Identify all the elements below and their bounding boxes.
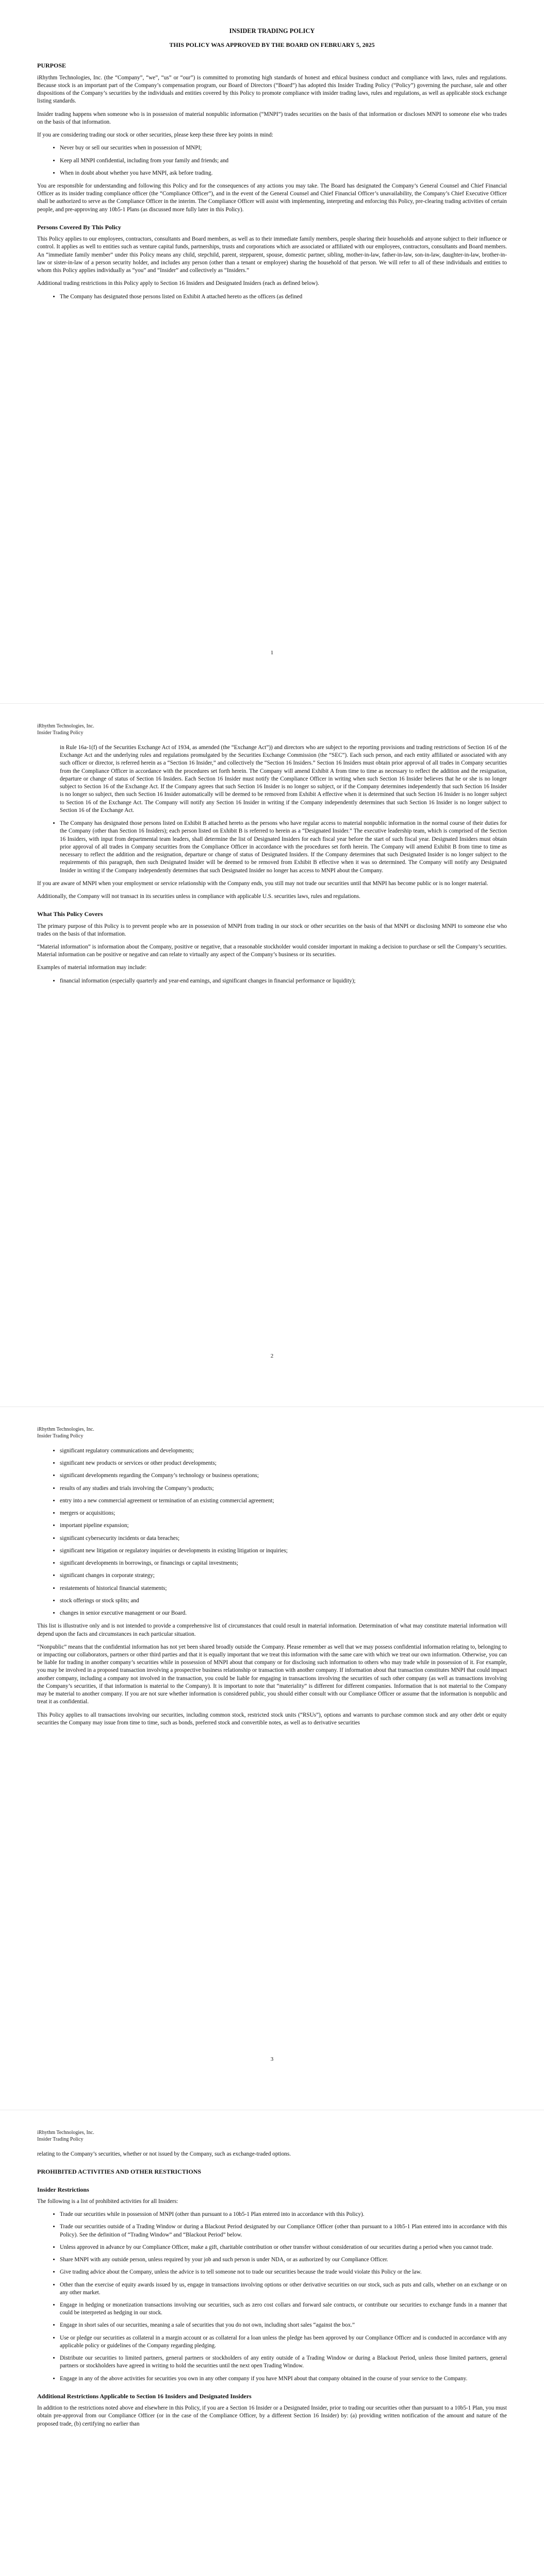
paragraph: The primary purpose of this Policy is to prevent people who are in possession of MNPI from trading in our stock or other securities on the basis of that MNPI or disclosing MNPI to someone else who trades on the basis of that information.	[37, 923, 507, 937]
prohibited-heading: PROHIBITED ACTIVITIES AND OTHER RESTRICTIONS	[37, 2168, 202, 2176]
list-item: • entry into a new commercial agreement or termination of an existing commercial agreement;	[60, 1497, 507, 1505]
approval-line: THIS POLICY WAS APPROVED BY THE BOARD ON FEBRUARY 5, 2025	[169, 41, 375, 48]
paragraph: If you are considering trading our stock or other securities, please keep these three key points in mind:	[37, 132, 273, 139]
list-item: • important pipeline expansion;	[60, 1522, 507, 1530]
paragraph: “Nonpublic” means that the confidential information has not yet been shared broadly outside the Company. Please remember as well that we may possess confidential information relating to, belonging to or impacting our collaborators, partners or other third parties and that it is equally important that we treat this information with the same care with which we treat our own information. Otherwise, you can be liable for trading in another company’s securities while in possession of MNPI about that company or for disclosing such information to others who may trade while in possession of it. For example, you may be involved in a proposed transaction involving a prospective business relationship or transaction with another company. If information about that transaction constitutes MNPI that could impact another company, including a company not involved in the transaction, you could be liable for engaging in transactions involving the securities of such other company (as well as transactions involving the Company’s securities, if that information is material to the Company). It is important to note that “materiality” is different for different companies. Information that is not material to the Company may be material to another company. If you are not sure whether information is considered public, you should either consult with our Compliance Officer or assume that the information is nonpublic and treat it as confidential.	[37, 1643, 507, 1705]
page-1	[0, 0, 544, 703]
list-item: • mergers or acquisitions;	[60, 1510, 507, 1517]
paragraph: iRhythm Technologies, Inc. (the “Company”, “we”, “us” or “our”) is committed to promoting high standards of honest and ethical business conduct and compliance with laws, rules and regulations. Because stock is an important part of the Company’s compensation program, our Board of Directors (“Board”) has adopted this Insider Trading Policy (“Policy”) governing the purchase, sale and other dispositions of the Company’s securities by the individuals and entities covered by this Policy to promote compliance with insider trading laws, rules and regulations, as well as applicable stock exchange listing standards.	[37, 74, 507, 105]
list-item: • Use or pledge our securities as collateral in a margin account or as collateral for a loan unless the pledge has been approved by our Compliance Officer and is conducted in accordance with any applicable policy or guidelines of the Company regarding pledging.	[60, 2334, 507, 2350]
list-item: • The Company has designated those persons listed on Exhibit B attached hereto as the persons who have regular access to material nonpublic information in the normal course of their duties for the Company (other than Section 16 Insiders); each person listed on Exhibit B is referred to herein as a “Designated Insider.” The executive leadership team, which is comprised of the Section 16 Insiders, with input from departmental team leaders, shall determine the list of Designated Insiders for each fiscal year before the start of such fiscal year. Designated Insiders must obtain prior approval of all trades in Company securities from the Compliance Officer in accordance with the procedures set forth herein. The Company will amend Exhibit B from time to time as necessary to reflect the addition and the resignation, departure or change of status of Designated Insiders. If the Company determines that such Designated Insider is no longer subject to the requirements of this paragraph, then such Designated Insider will be deemed to be removed from Exhibit B effective when it was so determined. The Company will notify any Designated Insider in writing if the Company independently determines that such Designated Insider no longer has access to MNPI about the Company.	[60, 820, 507, 875]
header-doc: Insider Trading Policy	[37, 1433, 84, 1439]
paragraph: Insider trading happens when someone who is in possession of material nonpublic information (“MNPI”) trades securities on the basis of that information or discloses MNPI to someone else who trades on the basis of that information.	[37, 111, 507, 125]
list-item: • changes in senior executive management or our Board.	[60, 1609, 507, 1617]
list-item: • significant new products or services or other product developments;	[60, 1460, 507, 1467]
paragraph: relating to the Company’s securities, whether or not issued by the Company, such as exchange-traded options.	[37, 2151, 291, 2157]
material-examples-list	[37, 1447, 507, 1617]
list-item: • Unless approved in advance by our Compliance Officer, make a gift, charitable contribution or other transfer without consideration of our securities during a period when you cannot trade.	[60, 2244, 507, 2251]
running-header	[37, 2130, 94, 2143]
running-header	[37, 723, 94, 736]
running-header	[37, 1427, 94, 1439]
list-item: • Trade our securities outside of a Trading Window or during a Blackout Period designated by our Compliance Officer (other than pursuant to a 10b5-1 Plan entered into in accordance with this Policy). See the definition of “Trading Window” and “Blackout Period” below.	[60, 2223, 507, 2239]
list-item: • Other than the exercise of equity awards issued by us, engage in transactions involving options or other derivative securities on our stock, such as puts and calls, whether on an exchange or on any other market.	[60, 2281, 507, 2297]
paragraph: Additionally, the Company will not transact in its securities unless in compliance with applicable U.S. securities laws, rules and regulations.	[37, 893, 360, 900]
additional-restrictions-heading: Additional Restrictions Applicable to Section 16 Insiders and Designated Insiders	[37, 2392, 252, 2400]
header-doc: Insider Trading Policy	[37, 730, 84, 736]
list-item: • Share MNPI with any outside person, unless required by your job and such person is under NDA, or as authorized by our Compliance Officer.	[60, 2256, 507, 2264]
paragraph: Examples of material information may include:	[37, 964, 147, 971]
list-item: • Distribute our securities to limited partners, general partners or stockholders of any entity outside of a Trading Window or during a Blackout Period, unless those limited partners, general partners or stockholders have agreed in writing to hold the securities until the next open Trading Window.	[60, 2354, 507, 2370]
paragraph: You are responsible for understanding and following this Policy and for the consequences of any actions you may take. The Board has designated the Company’s General Counsel and Chief Financial Officer as its insider trading compliance officer (the “Compliance Officer”), and in the event of the General Counsel and Chief Financial Officer’s unavailability, the Company’s Chief Executive Officer shall be authorized to serve as the Compliance Officer in the interim. The Compliance Officer will assist with implementing, interpreting and enforcing this Policy, pre-clearing trading activities of certain people, and pre-approving any 10b5-1 Plans (as discussed more fully later in this Policy).	[37, 182, 507, 213]
list-item: • Engage in any of the above activities for securities you own in any other company if you have MNPI about that company obtained in the course of your service to the Company.	[60, 2375, 507, 2383]
document-title: INSIDER TRADING POLICY	[229, 27, 315, 35]
key-points-list	[37, 144, 507, 177]
page-number: 2	[270, 1353, 274, 1360]
paragraph: Additional trading restrictions in this Policy apply to Section 16 Insiders and Designated Insiders (each as defined below).	[37, 280, 319, 287]
list-item: • restatements of historical financial statements;	[60, 1585, 507, 1592]
designated-list	[37, 820, 507, 875]
list-item: • The Company has designated those persons listed on Exhibit A attached hereto as the officers (as defined	[60, 293, 507, 301]
covered-heading: Persons Covered By This Policy	[37, 223, 121, 231]
header-doc: Insider Trading Policy	[37, 2136, 84, 2142]
list-item: • Keep all MNPI confidential, including from your family and friends; and	[60, 157, 507, 165]
list-item: • When in doubt about whether you have MNPI, ask before trading.	[60, 170, 507, 177]
paragraph: This Policy applies to all transactions involving our securities, including common stock, restricted stock units (“RSUs”), options and warrants to purchase common stock and any other debt or equity securities the Company may issue from time to time, such as bonds, preferred stock and convertible notes, as well as to derivative securities	[37, 1711, 507, 1726]
page-number: 1	[270, 650, 274, 656]
page-4	[0, 2110, 544, 2576]
list-item: • Engage in short sales of our securities, meaning a sale of securities that you do not own, including short sales “against the box.”	[60, 2321, 507, 2329]
page-number: 3	[270, 2056, 274, 2063]
what-covers-heading: What This Policy Covers	[37, 910, 103, 918]
paragraph: This Policy applies to our employees, contractors, consultants and Board members, as well as to their immediate family members, people sharing their households and anyone subject to their influence or control. It applies as well to entities such as venture capital funds, partnerships, trusts and corporations which are associated or affiliated with our employees, contractors, consultants and Board members. An “immediate family member” under this Policy means any child, stepchild, parent, stepparent, spouse, domestic partner, sibling, mother-in-law, father-in-law, son-in-law, daughter-in-law, brother-in-law or sister-in-law of a person security holder, and includes any person (other than a tenant or employee) sharing the household of that person. We will refer to all of these individuals and entities to whom this Policy applies individually as “you” and “Insider” and collectively as “Insiders.”	[37, 236, 507, 274]
paragraph: In addition to the restrictions noted above and elsewhere in this Policy, if you are a Section 16 Insider or a Designated Insider, prior to trading our securities other than pursuant to a 10b5-1 Plan, you must obtain pre-approval from our Compliance Officer (or in the case of the Compliance Officer, by a different Section 16 Insider) by: (a) providing written notification of the amount and nature of the proposed trade, (b) certifying no earlier than	[37, 2405, 507, 2427]
list-item: • Never buy or sell our securities when in possession of MNPI;	[60, 144, 507, 152]
header-company: iRhythm Technologies, Inc.	[37, 2130, 94, 2136]
list-item: • significant changes in corporate strategy;	[60, 1572, 507, 1580]
list-item: • significant new litigation or regulatory inquiries or developments in existing litigation or inquiries;	[60, 1547, 507, 1555]
paragraph: The following is a list of prohibited activities for all Insiders:	[37, 2198, 178, 2205]
paragraph: If you are aware of MNPI when your employment or service relationship with the Company ends, you still may not trade our securities until that MNPI has become public or is no longer material.	[37, 880, 488, 887]
list-item: • Trade our securities while in possession of MNPI (other than pursuant to a 10b5-1 Plan entered into in accordance with this Policy).	[60, 2211, 507, 2218]
paragraph: This list is illustrative only and is not intended to provide a comprehensive list of circumstances that could result in material information. Determination of what may constitute material information will depend upon the facts and circumstances in each particular situation.	[37, 1623, 507, 1637]
list-item: • Give trading advice about the Company, unless the advice is to tell someone not to trade our securities because the trade would violate this Policy or the law.	[60, 2268, 507, 2276]
list-item: • stock offerings or stock splits; and	[60, 1597, 507, 1605]
page-3	[0, 1407, 544, 2110]
list-item: • Engage in hedging or monetization transactions involving our securities, such as zero cost collars and forward sale contracts, or contribute our securities to exchange funds in a manner that could be interpreted as hedging in our stock.	[60, 2301, 507, 2317]
list-item: • results of any studies and trials involving the Company’s products;	[60, 1485, 507, 1493]
page-2	[0, 704, 544, 1406]
list-item: • significant cybersecurity incidents or data breaches;	[60, 1535, 507, 1543]
prohibited-activities-list	[37, 2211, 507, 2383]
paragraph: “Material information” is information about the Company, positive or negative, that a reasonable stockholder would consider important in making a decision to purchase or sell the Company’s securities. Material information can be positive or negative and can relate to virtually any aspect of the Company’s business or its securities.	[37, 944, 507, 958]
list-item: • financial information (especially quarterly and year-end earnings, and significant changes in financial performance or liquidity);	[60, 977, 507, 985]
header-company: iRhythm Technologies, Inc.	[37, 1427, 94, 1432]
list-item: • significant developments regarding the Company’s technology or business operations;	[60, 1472, 507, 1480]
header-company: iRhythm Technologies, Inc.	[37, 723, 94, 729]
insider-list	[37, 293, 507, 301]
list-item: • significant regulatory communications and developments;	[60, 1447, 507, 1455]
continued-bullet: in Rule 16a-1(f) of the Securities Exchange Act of 1934, as amended (the “Exchange Act”)) and directors who are subject to the reporting provisions and trading restrictions of Section 16 of the Exchange Act and the underlying rules and regulations promulgated by the Securities Exchange Commission (the “SEC”). Each such person, and each entity affiliated or associated with any such officer or director, is referred herein as a “Section 16 Insider,” and collectively the “Section 16 Insiders.” Section 16 Insiders must obtain prior approval of all trades in Company securities from the Compliance Officer in accordance with the procedures set forth herein. The Company will amend Exhibit A from time to time as necessary to reflect the addition and the resignation, departure or change of status of Section 16 Insiders. Each Section 16 Insider must notify the Compliance Officer in writing when such Section 16 Insider believes that he or she is no longer subject to Section 16 of the Exchange Act. If the Company agrees that such Section 16 Insider is no longer so subject, or if the Company determines independently that such Section 16 Insider is no longer so subject, then such Section 16 Insider automatically will be deemed to be removed from Exhibit A effective when it is determined that such Section 16 Insider is no longer subject to Section 16 of the Exchange Act. The Company will notify any Section 16 Insider in writing if the Company independently determines that such Section 16 Insider is no longer subject to Section 16 of the Exchange Act.	[60, 744, 507, 814]
list-item: • significant developments in borrowings, or financings or capital investments;	[60, 1560, 507, 1567]
purpose-heading: PURPOSE	[37, 62, 67, 70]
material-examples-list	[37, 977, 507, 985]
insider-restrictions-heading: Insider Restrictions	[37, 2185, 89, 2193]
